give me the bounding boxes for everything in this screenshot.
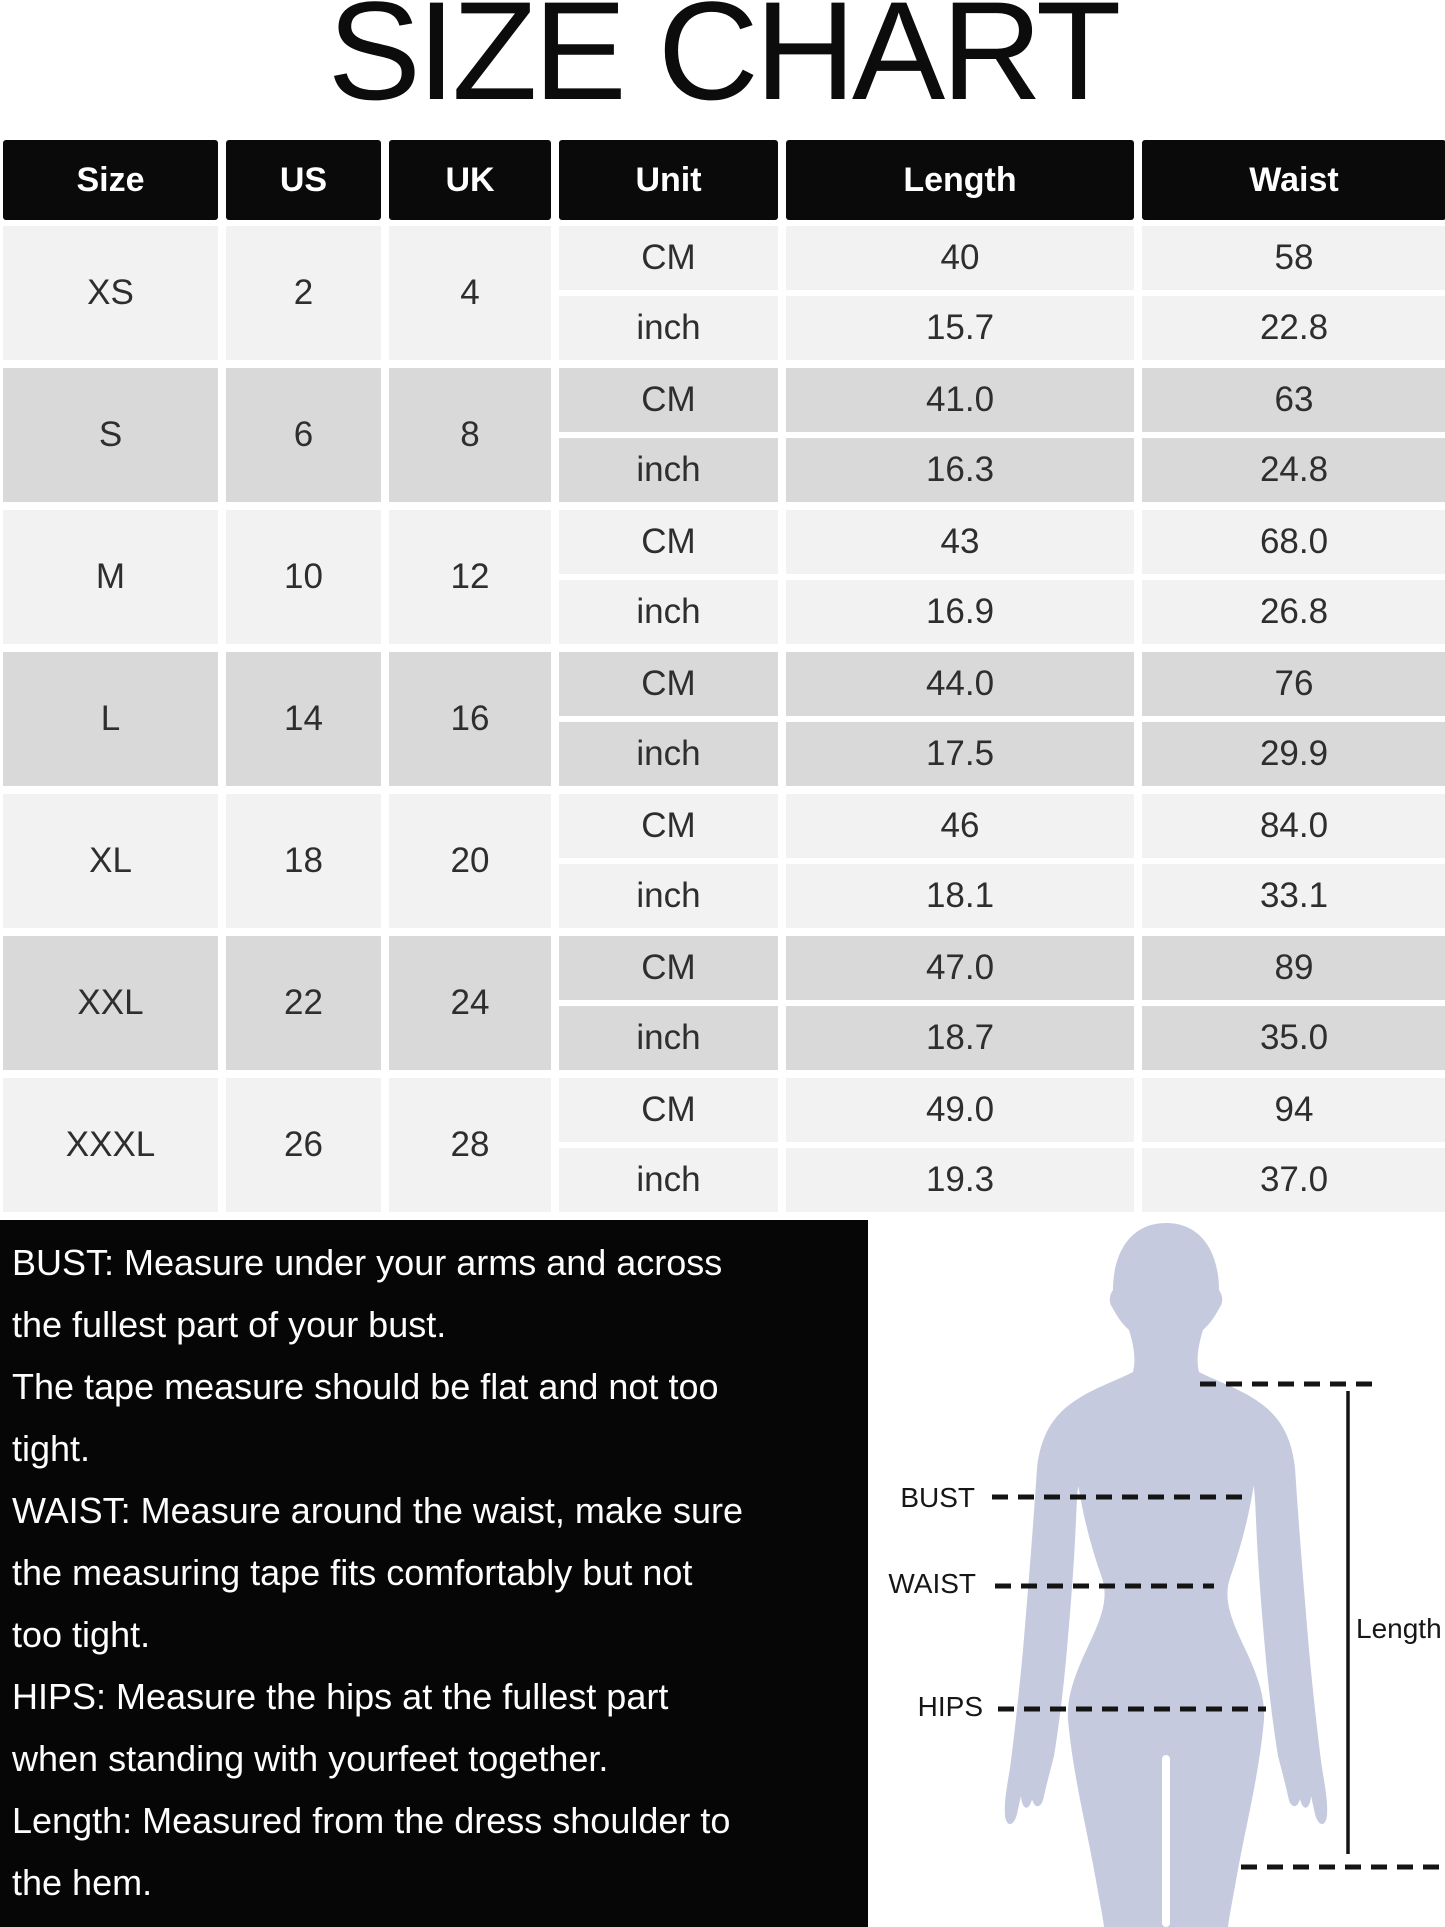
length-label: Length xyxy=(1356,1613,1442,1644)
waist-inch-cell: 33.1 xyxy=(1142,864,1445,928)
header-cell-uk: UK xyxy=(389,140,551,220)
table-header-row xyxy=(3,140,1442,220)
waist-inch-cell: 22.8 xyxy=(1142,296,1445,360)
size-cell: XS xyxy=(3,226,218,360)
instruction-line: Length: Measured from the dress shoulder to xyxy=(12,1800,731,1841)
table-row-l xyxy=(3,652,1442,786)
measuring-instructions-panel xyxy=(0,1220,868,1927)
unit-inch-cell: inch xyxy=(559,1006,778,1070)
size-cell: XXXL xyxy=(3,1078,218,1212)
waist-label: WAIST xyxy=(888,1568,976,1599)
table-row-xs xyxy=(3,226,1442,360)
uk-cell: 4 xyxy=(389,226,551,360)
header-cell-size: Size xyxy=(3,140,218,220)
waist-inch-cell: 37.0 xyxy=(1142,1148,1445,1212)
page-title: SIZE CHART xyxy=(327,0,1118,129)
length-cm-cell: 49.0 xyxy=(786,1078,1134,1142)
size-cell: XXL xyxy=(3,936,218,1070)
us-cell: 22 xyxy=(226,936,381,1070)
unit-cm-cell: CM xyxy=(559,794,778,858)
us-cell: 14 xyxy=(226,652,381,786)
unit-cm-cell: CM xyxy=(559,226,778,290)
bust-label: BUST xyxy=(900,1482,975,1513)
header-cell-us: US xyxy=(226,140,381,220)
length-inch-cell: 17.5 xyxy=(786,722,1134,786)
instruction-line: the measuring tape fits comfortably but not xyxy=(12,1552,693,1593)
instruction-line: when standing with yourfeet together. xyxy=(12,1738,609,1779)
length-inch-cell: 15.7 xyxy=(786,296,1134,360)
table-row-m xyxy=(3,510,1442,644)
length-inch-cell: 16.3 xyxy=(786,438,1134,502)
hips-label: HIPS xyxy=(917,1691,983,1722)
header-cell-unit: Unit xyxy=(559,140,778,220)
size-cell: S xyxy=(3,368,218,502)
unit-cm-cell: CM xyxy=(559,368,778,432)
unit-cm-cell: CM xyxy=(559,1078,778,1142)
waist-cm-cell: 84.0 xyxy=(1142,794,1445,858)
length-inch-cell: 16.9 xyxy=(786,580,1134,644)
instruction-line: too tight. xyxy=(12,1614,151,1655)
length-cm-cell: 44.0 xyxy=(786,652,1134,716)
size-cell: XL xyxy=(3,794,218,928)
table-row-xxl xyxy=(3,936,1442,1070)
waist-inch-cell: 29.9 xyxy=(1142,722,1445,786)
waist-cm-cell: 94 xyxy=(1142,1078,1445,1142)
unit-inch-cell: inch xyxy=(559,1148,778,1212)
waist-cm-cell: 76 xyxy=(1142,652,1445,716)
uk-cell: 20 xyxy=(389,794,551,928)
header-cell-waist: Waist xyxy=(1142,140,1445,220)
length-inch-cell: 18.1 xyxy=(786,864,1134,928)
waist-cm-cell: 63 xyxy=(1142,368,1445,432)
instruction-line: the hem. xyxy=(12,1862,153,1903)
size-cell: M xyxy=(3,510,218,644)
length-inch-cell: 18.7 xyxy=(786,1006,1134,1070)
us-cell: 2 xyxy=(226,226,381,360)
length-inch-cell: 19.3 xyxy=(786,1148,1134,1212)
length-cm-cell: 46 xyxy=(786,794,1134,858)
waist-cm-cell: 89 xyxy=(1142,936,1445,1000)
us-cell: 26 xyxy=(226,1078,381,1212)
leg-divider-line xyxy=(1162,1755,1170,1927)
instruction-line: tight. xyxy=(12,1428,91,1469)
waist-cm-cell: 68.0 xyxy=(1142,510,1445,574)
length-cm-cell: 40 xyxy=(786,226,1134,290)
us-cell: 6 xyxy=(226,368,381,502)
waist-inch-cell: 35.0 xyxy=(1142,1006,1445,1070)
us-cell: 10 xyxy=(226,510,381,644)
unit-inch-cell: inch xyxy=(559,722,778,786)
table-row-xxxl xyxy=(3,1078,1442,1212)
instruction-line: HIPS: Measure the hips at the fullest part xyxy=(12,1676,669,1717)
uk-cell: 16 xyxy=(389,652,551,786)
unit-cm-cell: CM xyxy=(559,936,778,1000)
unit-inch-cell: inch xyxy=(559,296,778,360)
size-cell: L xyxy=(3,652,218,786)
waist-inch-cell: 26.8 xyxy=(1142,580,1445,644)
length-cm-cell: 41.0 xyxy=(786,368,1134,432)
uk-cell: 12 xyxy=(389,510,551,644)
table-row-s xyxy=(3,368,1442,502)
unit-inch-cell: inch xyxy=(559,438,778,502)
uk-cell: 8 xyxy=(389,368,551,502)
instruction-line: WAIST: Measure around the waist, make sure xyxy=(12,1490,743,1531)
instruction-line: BUST: Measure under your arms and across xyxy=(12,1242,723,1283)
us-cell: 18 xyxy=(226,794,381,928)
length-cm-cell: 43 xyxy=(786,510,1134,574)
instruction-line: the fullest part of your bust. xyxy=(12,1304,447,1345)
length-cm-cell: 47.0 xyxy=(786,936,1134,1000)
uk-cell: 24 xyxy=(389,936,551,1070)
waist-inch-cell: 24.8 xyxy=(1142,438,1445,502)
waist-cm-cell: 58 xyxy=(1142,226,1445,290)
header-cell-length: Length xyxy=(786,140,1134,220)
uk-cell: 28 xyxy=(389,1078,551,1212)
body-measurement-diagram xyxy=(868,1220,1445,1927)
size-table xyxy=(3,140,1442,1220)
unit-inch-cell: inch xyxy=(559,864,778,928)
instruction-line: The tape measure should be flat and not too xyxy=(12,1366,719,1407)
unit-inch-cell: inch xyxy=(559,580,778,644)
unit-cm-cell: CM xyxy=(559,652,778,716)
unit-cm-cell: CM xyxy=(559,510,778,574)
table-row-xl xyxy=(3,794,1442,928)
